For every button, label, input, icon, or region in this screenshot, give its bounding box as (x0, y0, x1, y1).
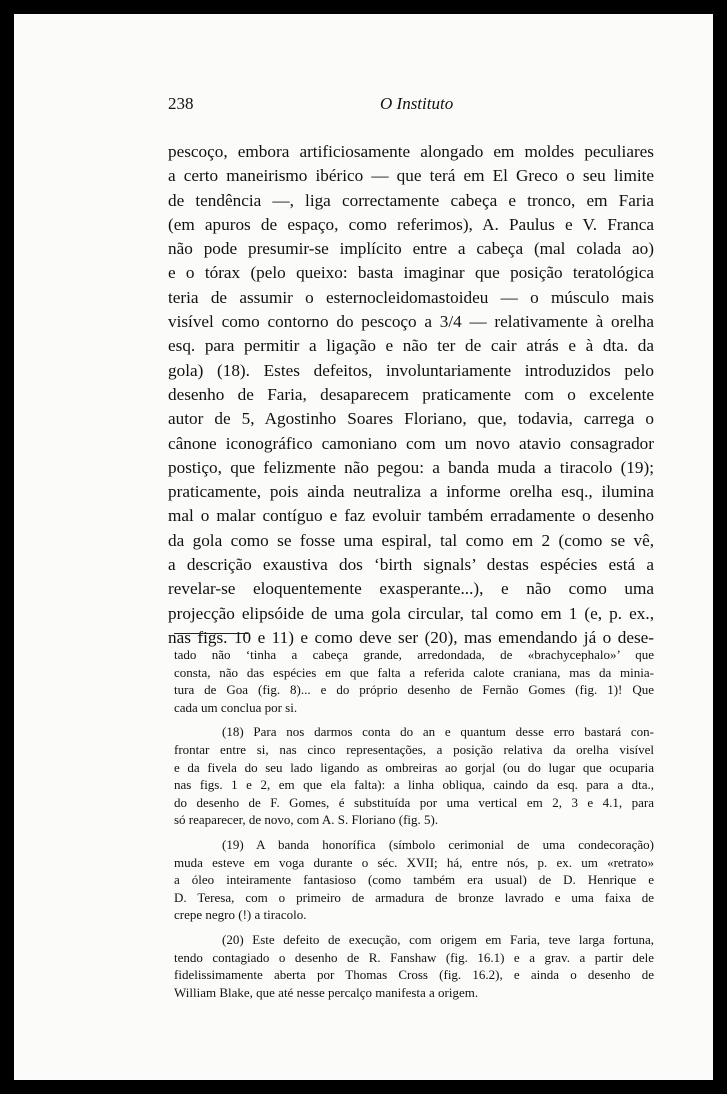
footnote-continuation (174, 646, 654, 716)
footnote-line: crepe negro (!) a tiracolo. (174, 907, 307, 923)
footnotes (174, 646, 654, 1001)
body-line: pescoço, embora artificiosamente alongado em moldes peculiares (168, 142, 654, 161)
footnote-18 (174, 723, 654, 829)
body-line: revelar-se eloquentemente exasperante...), e não como uma (168, 579, 654, 599)
body-line: postiço, que felizmente não pegou: a banda muda a tiracolo (19); (168, 457, 654, 477)
body-line: a certo maneirismo ibérico — que terá em El Greco o seu limite (168, 166, 654, 186)
footnote-line: tado não ‘tinha a cabeça grande, arredondada, de «brachycephalo»’ que (174, 647, 654, 662)
running-header (168, 94, 654, 124)
footnote-20 (174, 931, 654, 1001)
body-line: nas figs. 10 e 11) e como deve ser (20), mas emendando já o dese- (168, 627, 654, 647)
body-line: da gola como se fosse uma espiral, tal como em 2 (como se vê, (168, 530, 654, 550)
footnote-line: tura de Goa (fig. 8)... e do próprio desenho de Fernão Gomes (fig. 1)! Que (174, 682, 654, 698)
footnote-line: (19) A banda honorífica (símbolo cerimonial de uma condecoração) (222, 836, 654, 852)
body-line: não pode presumir-se implícito entre a cabeça (mal colada ao) (168, 239, 654, 259)
footnote-line: frontar entre si, nas cinco representações, a posição relativa da orelha visível (174, 741, 654, 757)
footnote-divider (174, 633, 248, 634)
body-line: teria de assumir o esternocleidomastoideu — o músculo mais (168, 287, 654, 307)
footnote-line: muda esteve em voga durante o séc. XVII; há, entre nós, p. ex. um «retrato» (174, 854, 654, 870)
footnote-line: a óleo inteiramente fantasioso (como também era usual) de D. Henrique e (174, 872, 654, 888)
body-line: de tendência —, liga correctamente cabeça e tronco, em Faria (168, 190, 654, 210)
page-number: 238 (168, 94, 194, 113)
main-text (168, 140, 654, 650)
footnote-line: (20) Este defeito de execução, com origem em Faria, teve larga fortuna, (222, 931, 654, 947)
footnote-19 (174, 836, 654, 924)
footnote-line: D. Teresa, com o primeiro de armadura de bronze lavrado e uma faixa de (174, 889, 654, 905)
footnote-line: fidelissimamente aberta por Thomas Cross (fig. 16.2), e ainda o desenho de (174, 967, 654, 983)
body-line: desenho de Faria, desaparecem praticamente com o excelente (168, 384, 654, 404)
running-title: O Instituto (380, 94, 454, 113)
footnote-line: consta, não das espécies em que falta a referida calote craniana, mas da minia- (174, 664, 654, 680)
footnote-line: William Blake, que até nesse percalço manifesta a origem. (174, 984, 479, 1000)
footnote-line: do desenho de F. Gomes, é substituída por uma vertical em 2, 3 e 4.1, para (174, 794, 654, 810)
footnote-line: cada um conclua por si. (174, 699, 298, 715)
body-line: mal o malar contíguo e faz evoluir também erradamente o desenho (168, 506, 654, 526)
footnote-line: e da fivela do seu lado ligando as ombreiras ao gorjal (ou do lugar que ocuparia (174, 759, 654, 775)
body-line: praticamente, pois ainda neutraliza a informe orelha esq., ilumina (168, 482, 654, 502)
book-page (14, 14, 713, 1080)
footnote-line: só reaparecer, de novo, com A. S. Floriano (fig. 5). (174, 812, 439, 828)
body-line: gola) (18). Estes defeitos, involuntariamente introduzidos pelo (168, 360, 654, 380)
body-line: e o tórax (pelo queixo: basta imaginar que posição teratológica (168, 263, 654, 283)
body-line: visível como contorno do pescoço a 3/4 — relativamente à orelha (168, 312, 654, 332)
body-line: a descrição exaustiva dos ‘birth signals’ destas espécies está a (168, 555, 654, 575)
footnote-line: tendo contagiado o desenho de R. Fanshaw (fig. 16.1) e a grav. a partir dele (174, 949, 654, 965)
footnote-line: (18) Para nos darmos conta do an e quantum desse erro bastará con- (222, 724, 654, 740)
body-line: autor de 5, Agostinho Soares Floriano, que, todavia, carrega o (168, 409, 654, 429)
body-line: esq. para permitir a ligação e não ter de cair atrás e à dta. da (168, 336, 654, 356)
body-line: (em apuros de espaço, como referimos), A. Paulus e V. Franca (168, 214, 654, 234)
footnote-line: nas figs. 1 e 2, em que ela falta): a linha obliqua, caindo da esq. para a dta., (174, 777, 654, 793)
body-line: projecção elipsóide de uma gola circular, tal como em 1 (e, p. ex., (168, 603, 654, 623)
body-line: cânone iconográfico camoniano com um novo atavio consagrador (168, 433, 654, 453)
